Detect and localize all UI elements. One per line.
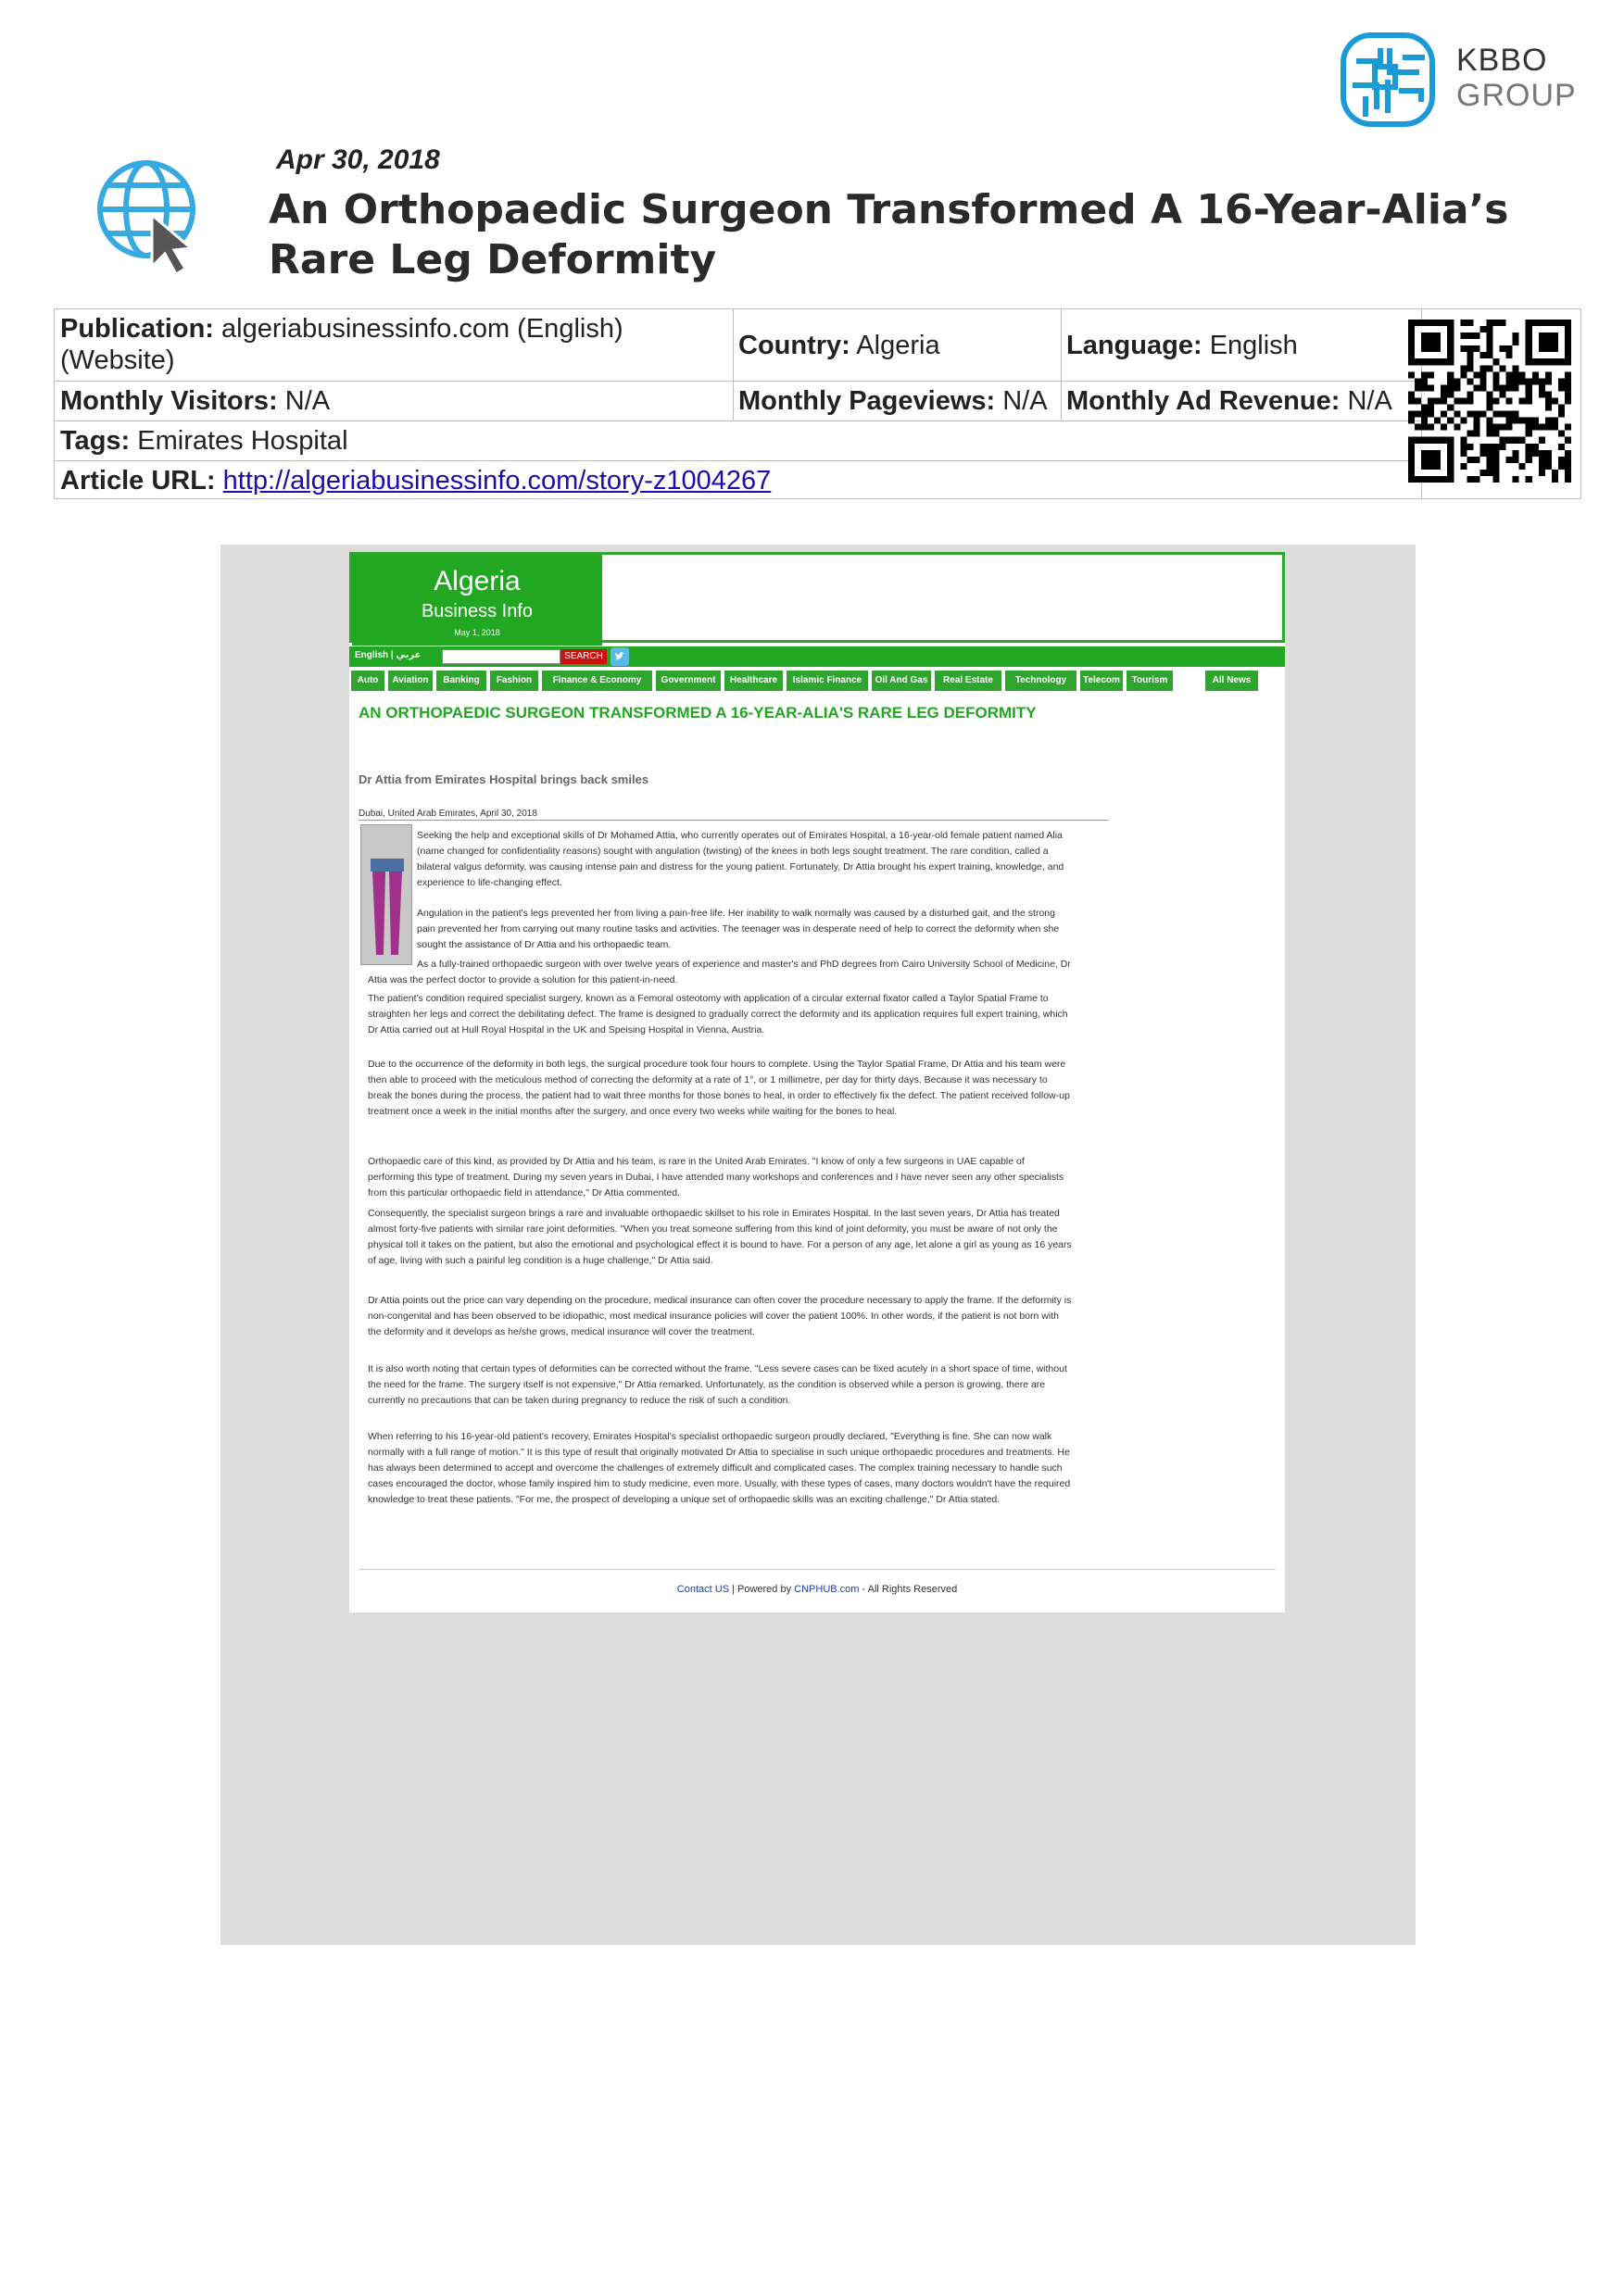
article-photo	[360, 824, 412, 965]
site-name: Algeria	[434, 566, 521, 596]
article-paragraph: The patient's condition required specialist surgery, known as a Femoral osteotomy with application of a circular external fixator called a Taylor Spatial Frame to straighten her legs and correct the debilitating defect. The frame is designed to gradually correct the deformity and its application requires full expert training, which Dr Attia carried out at Hull Royal Hospital in the UK and Speising Hospital in Vienna, Austria.	[368, 993, 1068, 1035]
footer-divider	[359, 1569, 1276, 1570]
language-label: Language:	[1066, 331, 1202, 360]
visitors-cell	[60, 385, 330, 417]
tags-cell	[60, 425, 348, 457]
site-subtitle: Business Info	[421, 601, 534, 621]
article-dateline: Dubai, United Arab Emirates, April 30, 2018	[359, 809, 1109, 821]
nav-item-banking[interactable]: Banking	[436, 671, 486, 691]
article-paragraph: When referring to his 16-year-old patient's recovery, Emirates Hospital's specialist orthopaedic surgeon proudly declared, "Everything is fine. She can now walk normally with a full range of motion." It is this type of result that originally motivated Dr Attia to specialise in such unique orthopaedic procedures and treatments. He has always been determined to accept and overcome the challenges of extremely difficult and complicated cases. The complex training necessary to handle such cases encouraged the doctor, whose family inspired him to study medicine, even more. Usually, with these types of cases, many doctors wouldn't have the required knowledge to treat these patients. "For me, the prospect of developing a unique set of orthopaedic skills was an exciting challenge," Dr Attia stated.	[368, 1431, 1071, 1505]
legs-photo-icon	[371, 859, 404, 959]
powered-by-text: | Powered by	[729, 1584, 795, 1595]
site-date: May 1, 2018	[454, 628, 500, 637]
article-paragraph: Dr Attia points out the price can vary depending on the procedure, medical insurance can often cover the procedure necessary to apply the frame. If the deformity is non-congenital and has been observed to be idiopathic, most medical insurance policies will cover the patient 100%. In other words, if the patient is not born with the deformity and it develops as he/she grows, medical insurance will cover the treatment.	[368, 1295, 1072, 1337]
nav-item-tourism[interactable]: Tourism	[1127, 671, 1173, 691]
nav-item-aviation[interactable]: Aviation	[388, 671, 433, 691]
publication-meta-table	[54, 308, 1581, 499]
article-paragraph: Angulation in the patient's legs prevented her from living a pain-free life. Her inability to walk normally was caused by a disturbed gait, and the strong pain prevented her from carrying out many routine tasks and activities. The teenager was in desperate need of help to correct the deformity when she sought the assistance of Dr Attia and his orthopaedic team.	[417, 908, 1060, 950]
country-value: Algeria	[856, 331, 940, 360]
tags-label: Tags:	[60, 426, 131, 456]
country-cell	[738, 330, 940, 361]
nav-item-islamic-finance[interactable]: Islamic Finance	[787, 671, 868, 691]
article-subheadline: Dr Attia from Emirates Hospital brings back smiles	[359, 772, 649, 786]
language-search-bar	[349, 646, 1285, 667]
brand-name	[1456, 43, 1577, 113]
ad-revenue-value: N/A	[1347, 386, 1392, 416]
nav-item-telecom[interactable]: Telecom	[1080, 671, 1123, 691]
tags-value: Emirates Hospital	[137, 426, 348, 456]
nav-item-real-estate[interactable]: Real Estate	[935, 671, 1001, 691]
publication-value: algeriabusinessinfo.com (English)	[221, 314, 623, 344]
nav-item-technology[interactable]: Technology	[1005, 671, 1076, 691]
publication-cell	[60, 313, 727, 376]
article-paragraph: Due to the occurrence of the deformity in both legs, the surgical procedure took four hours to complete. Using the Taylor Spatial Frame, Dr Attia and his team were then able to proceed with the meticulous method of correcting the deformity at a rate of 1°, or 1 millimetre, per day for thirty days. Because it was necessary to break the bones during the process, the patient had to wait three months for those bones to heal, in order to effectively fix the defect. The patient received follow-up treatment once a week in the initial months after the surgery, and once every two weeks while waiting for the bones to heal.	[368, 1059, 1070, 1117]
category-nav	[349, 671, 1285, 693]
publication-type: (Website)	[60, 345, 175, 375]
globe-cursor-icon	[93, 156, 209, 278]
nav-item-government[interactable]: Government	[656, 671, 721, 691]
article-headline: AN ORTHOPAEDIC SURGEON TRANSFORMED A 16-YEAR-ALIA'S RARE LEG DEFORMITY	[359, 704, 1037, 721]
language-cell	[1066, 330, 1298, 361]
ad-revenue-label: Monthly Ad Revenue:	[1066, 386, 1341, 416]
visitors-label: Monthly Visitors:	[60, 386, 278, 416]
publication-label: Publication:	[60, 314, 214, 344]
article-paragraph: It is also worth noting that certain types of deformities can be corrected without the frame. "Less severe cases can be fixed acutely in a short space of time, without the need for the frame. The surgery itself is not expensive," Dr Attia remarked. Unfortunately, as the condition is observed while a person is growing, there are currently no precautions that can be taken during pregnancy to reduce the risk of such a condition.	[368, 1363, 1067, 1406]
url-cell	[60, 465, 771, 496]
ad-revenue-cell	[1066, 385, 1392, 417]
nav-item-fashion[interactable]: Fashion	[490, 671, 538, 691]
search-input[interactable]	[442, 649, 560, 664]
article-paragraph: Orthopaedic care of this kind, as provided by Dr Attia and his team, is rare in the United Arab Emirates. "I know of only a few surgeons in UAE capable of performing this type of treatment. During my seven years in Dubai, I have attended many workshops and conferences and I have never seen any other specialists from this particular orthopaedic field in attendance," Dr Attia commented.	[368, 1156, 1064, 1198]
pageviews-cell	[738, 385, 1048, 417]
site-logo[interactable]	[352, 555, 602, 646]
brand-name-bottom: GROUP	[1456, 78, 1577, 113]
twitter-icon[interactable]	[611, 647, 629, 666]
pageviews-value: N/A	[1002, 386, 1048, 416]
nav-item-finance-economy[interactable]: Finance & Economy	[542, 671, 652, 691]
nav-item-healthcare[interactable]: Healthcare	[724, 671, 783, 691]
site-header	[349, 552, 1285, 643]
visitors-value: N/A	[284, 386, 331, 416]
site-footer	[349, 1584, 1285, 1595]
country-label: Country:	[738, 331, 850, 360]
nav-item-oil-and-gas[interactable]: Oil And Gas	[872, 671, 931, 691]
pageviews-label: Monthly Pageviews:	[738, 386, 996, 416]
rights-text: - All Rights Reserved	[859, 1584, 958, 1595]
url-label: Article URL:	[60, 466, 216, 496]
language-switch[interactable]: English | عربي	[355, 650, 422, 660]
brand-name-top: KBBO	[1456, 43, 1548, 78]
article-paragraph: As a fully-trained orthopaedic surgeon with over twelve years of experience and master's and PhD degrees from Cairo University School of Medicine, Dr Attia was the perfect doctor to provide a solution for this patient-in-need.	[368, 959, 1071, 985]
article-url-link[interactable]: http://algeriabusinessinfo.com/story-z1004267	[222, 466, 772, 496]
article-paragraph: Consequently, the specialist surgeon brings a rare and invaluable orthopaedic skillset to his role in Emirates Hospital. In the last seven years, Dr Attia has treated almost forty-five patients with similar rare joint deformities. "When you treat someone suffering from this kind of joint deformity, you must be aware of not only the physical toll it takes on the patient, but also the emotional and psychological effect it is bound to have. For a person of any age, let alone a girl as young as 16 years of age, living with such a painful leg condition is a huge challenge," Dr Attia said.	[368, 1208, 1072, 1266]
report-title: An Orthopaedic Surgeon Transformed A 16-Year-Alia’s Rare Leg Deformity	[269, 186, 1509, 283]
report-date: Apr 30, 2018	[276, 144, 440, 175]
search-button[interactable]: SEARCH	[560, 649, 607, 664]
article-paragraph: Seeking the help and exceptional skills of Dr Mohamed Attia, who currently operates out of Emirates Hospital, a 16-year-old female patient named Alia (name changed for confidentiality reasons) sought with angulation (twisting) of the knees in both legs sought treatment. The rare condition, called a bilateral valgus deformity, was causing intense pain and distress for the young patient. Fortunately, Dr Attia brought his expert training, knowledge, and experience to life-changing effect.	[417, 830, 1064, 888]
contact-us-link[interactable]: Contact US	[676, 1584, 730, 1595]
nav-item-auto[interactable]: Auto	[351, 671, 384, 691]
language-value: English	[1209, 331, 1298, 360]
website-clipping	[349, 552, 1285, 1612]
qr-code	[1408, 320, 1571, 483]
nav-item-all-news[interactable]: All News	[1205, 671, 1258, 691]
cnphub-link[interactable]: CNPHUB.com	[794, 1584, 860, 1595]
